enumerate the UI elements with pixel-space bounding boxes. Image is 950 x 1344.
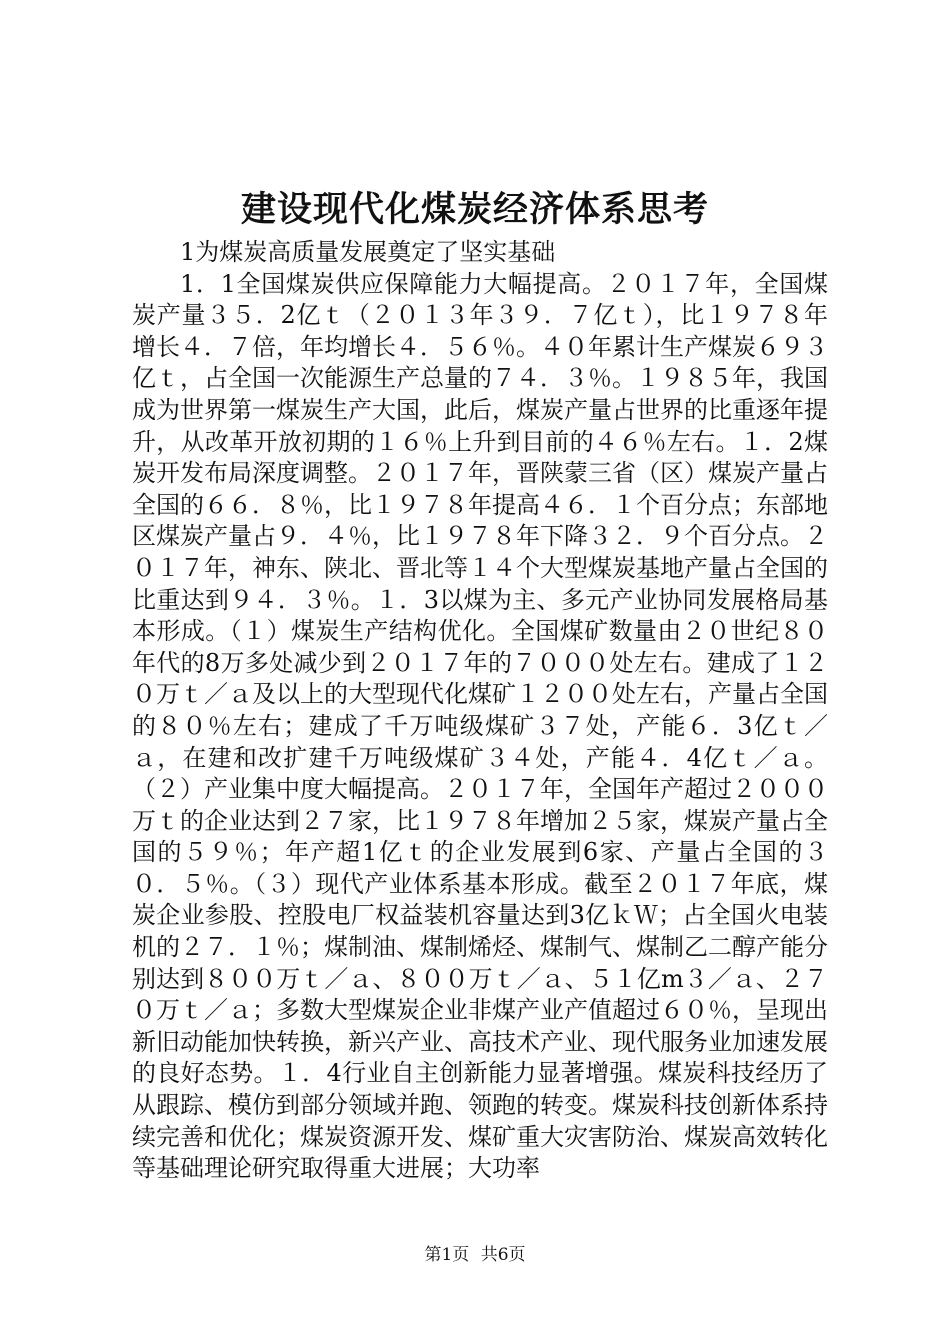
document-body xyxy=(132,237,828,1185)
document-title: 建设现代化煤炭经济体系思考 xyxy=(240,190,709,230)
page-total: 共6页 xyxy=(480,1245,526,1265)
section-heading: 1为煤炭高质量发展奠定了坚实基础 xyxy=(180,238,556,266)
page-number: 第1页 xyxy=(424,1245,470,1265)
body-paragraph: 1．1全国煤炭供应保障能力大幅提高。２０１７年，全国煤炭产量３５．2亿ｔ（２０１３年３９．７亿ｔ），比１９７８年增长４．７倍，年均增长４．５６％。４０年累计生产煤炭６９３亿ｔ，占全国一次能源生产总量的７４．３％。１９８５年，我国成为世界第一煤炭生产大国，此后，煤炭产量占世界的比重逐年提升，从改革开放初期的１６％上升到目前的４６％左右。１．2煤炭开发布局深度调整。２０１７年，晋陕蒙三省（区）煤炭产量占全国的６６．８％，比１９７８年提高４６．１个百分点；东部地区煤炭产量占９．４％，比１９７８年下降３２．９个百分点。２０１７年，神东、陕北、晋北等１４个大型煤炭基地产量占全国的比重达到９４．３％。１．3以煤为主、多元产业协同发展格局基本形成。（１）煤炭生产结构优化。全国煤矿数量由２０世纪８０年代的8万多处减少到２０１７年的７０００处左右。建成了１２０万ｔ／ａ及以上的大型现代化煤矿１２００处左右，产量占全国的８０％左右；建成了千万吨级煤矿３７处，产能６．3亿ｔ／ａ，在建和改扩建千万吨级煤矿３４处，产能４．4亿ｔ／ａ。（２）产业集中度大幅提高。２０１７年，全国年产超过２０００万ｔ的企业达到２７家，比１９７８年增加２５家，煤炭产量占全国的５９％；年产超1亿ｔ的企业发展到6家、产量占全国的３０．５％。（３）现代产业体系基本形成。截至２０１７年底，煤炭企业参股、控股电厂权益装机容量达到3亿ｋＷ；占全国火电装机的２７．１％；煤制油、煤制烯烃、煤制气、煤制乙二醇产能分别达到８００万ｔ／ａ、８００万ｔ／ａ、５１亿m３／ａ、２７０万ｔ／ａ；多数大型煤炭企业非煤产业产值超过６０％，呈现出新旧动能加快转换，新兴产业、高技术产业、现代服务业加速发展的良好态势。１．4行业自主创新能力显著增强。煤炭科技经历了从跟踪、模仿到部分领域并跑、领跑的转变。煤炭科技创新体系持续完善和优化；煤炭资源开发、煤矿重大灾害防治、煤炭高效转化等基础理论研究取得重大进展；大功率 xyxy=(132,269,828,1183)
page-footer xyxy=(0,1243,950,1267)
